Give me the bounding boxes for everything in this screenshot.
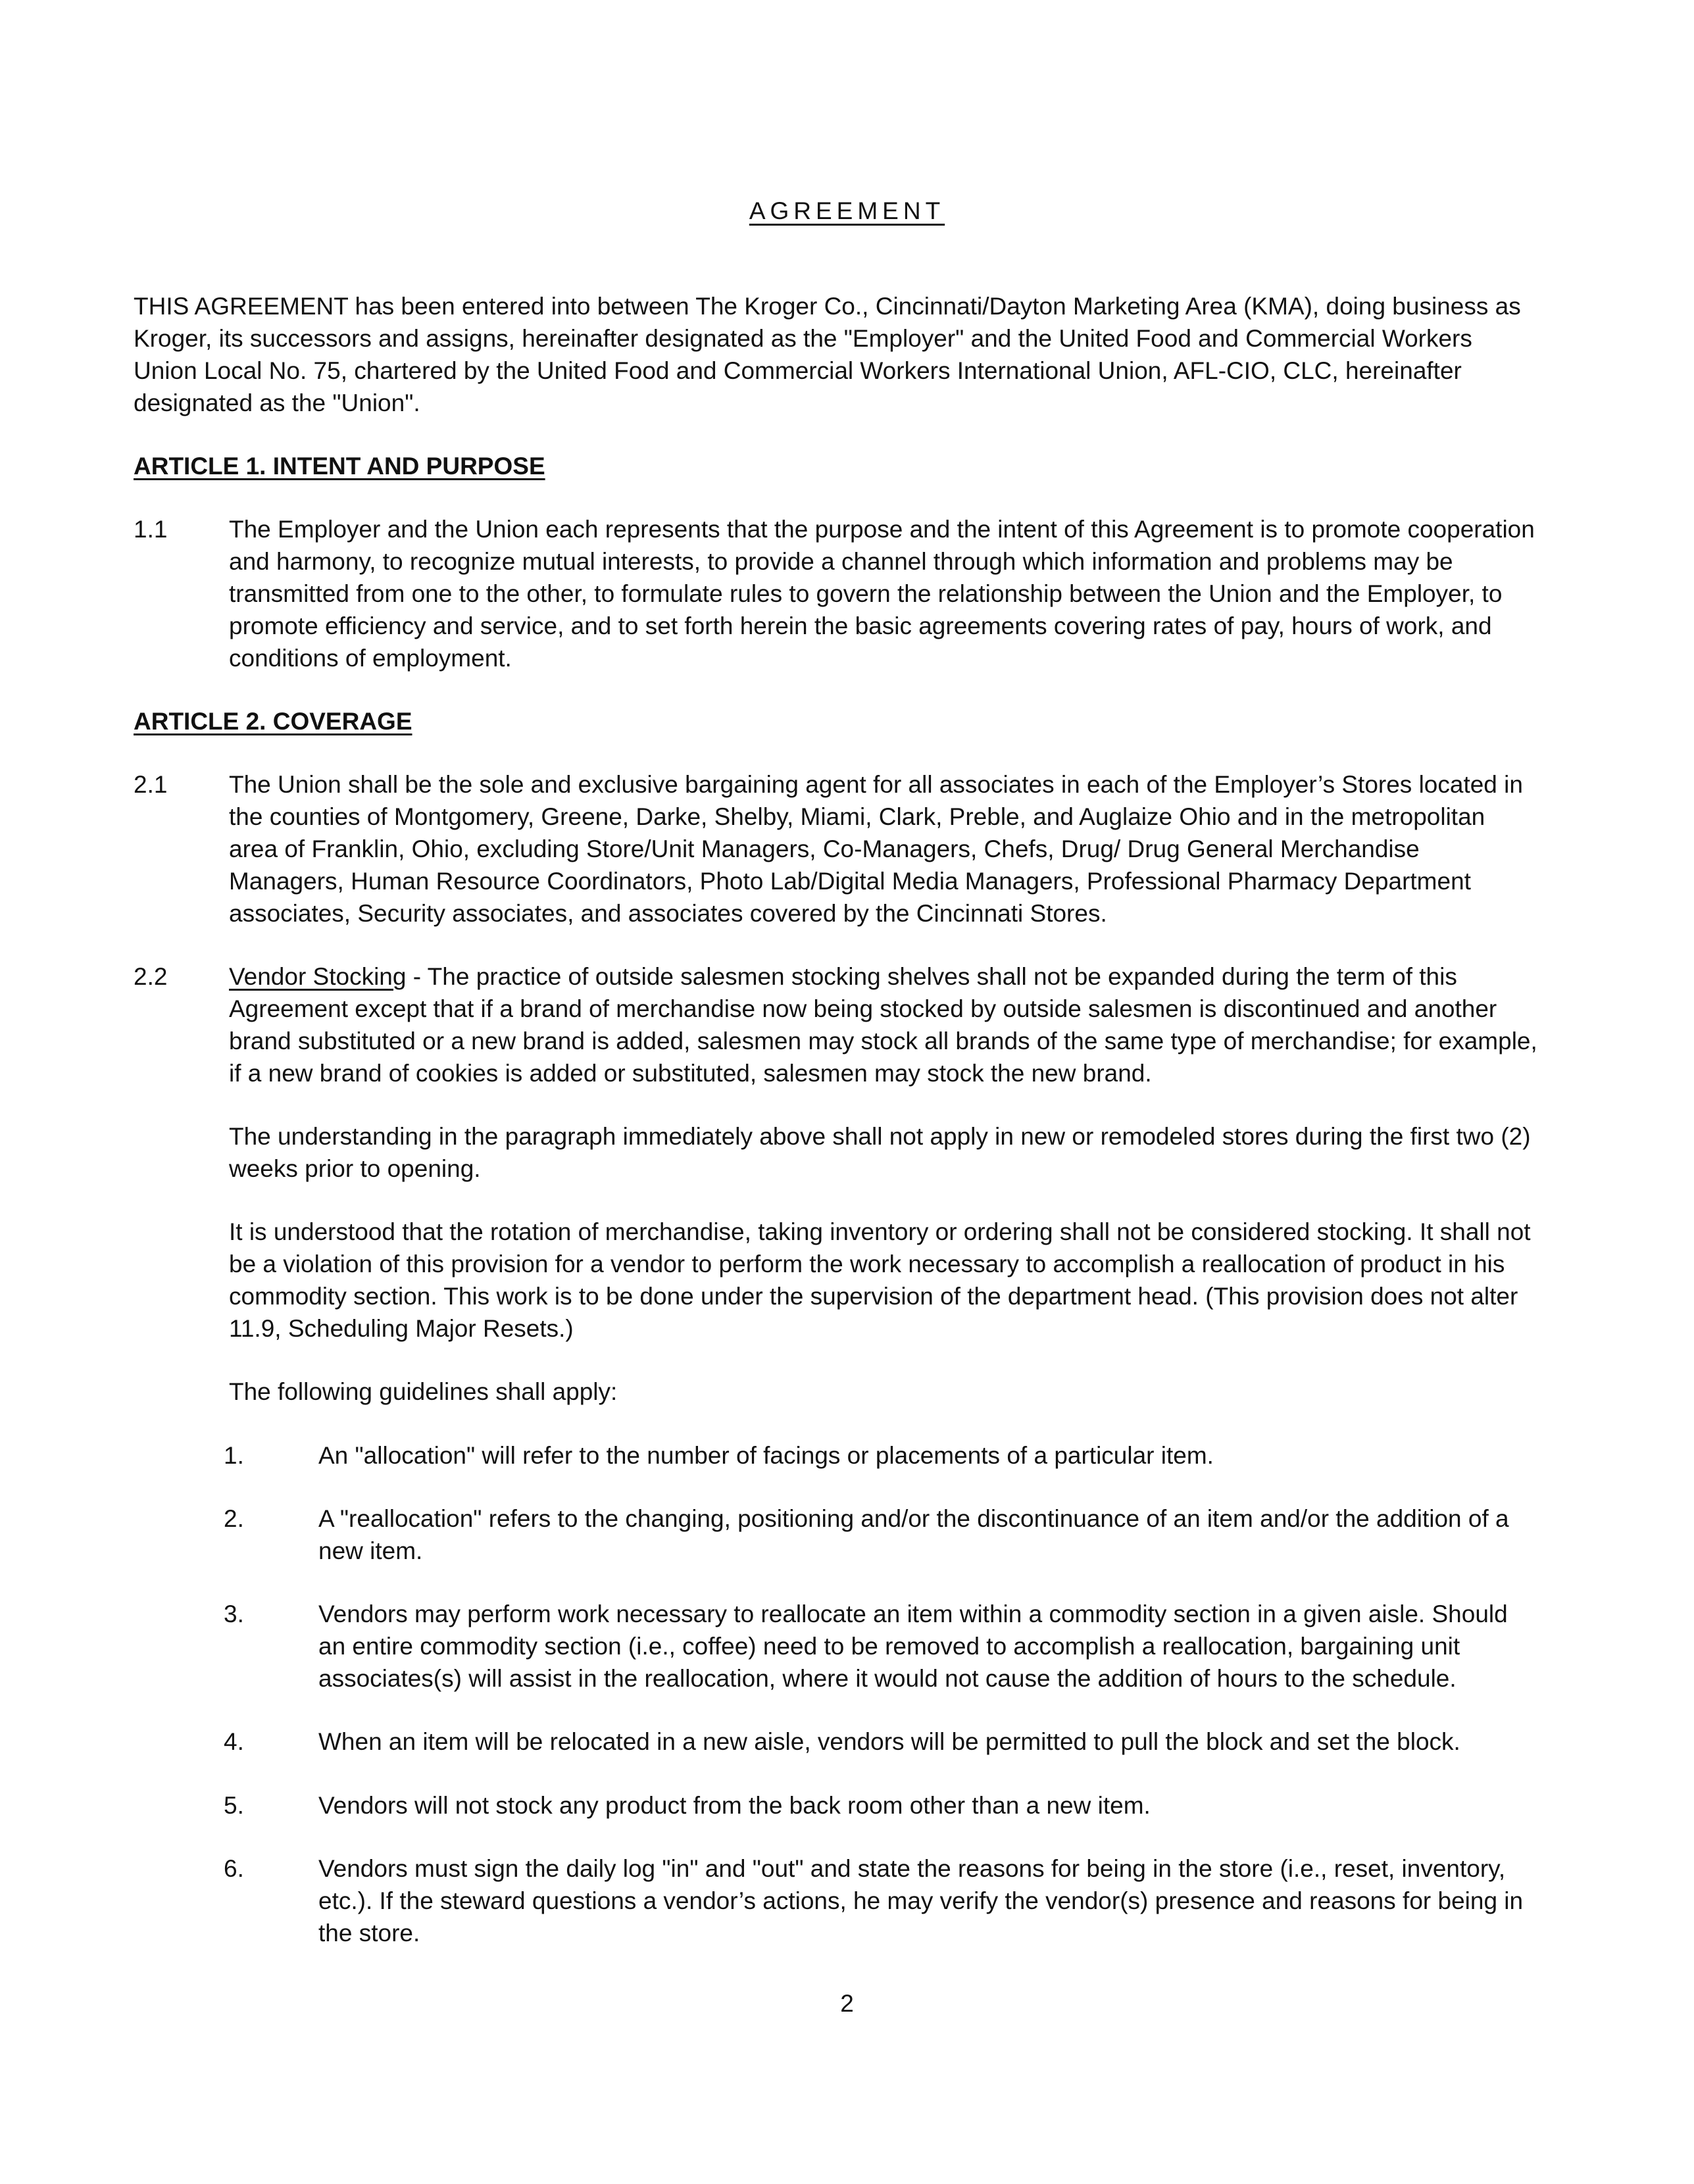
guideline-number: 1. <box>224 1442 244 1469</box>
guideline-item: When an item will be relocated in a new aisle, vendors will be permitted to pull the block and set the block. <box>318 1728 1460 1755</box>
section-number-2-1: 2.1 <box>134 771 168 798</box>
vendor-stocking-term: Vendor Stocking <box>229 963 407 990</box>
guideline-number: 3. <box>224 1601 244 1627</box>
document-title: AGREEMENT <box>749 197 945 224</box>
article-2-heading: ARTICLE 2. COVERAGE <box>134 708 412 735</box>
section-2-2-text <box>229 960 1538 1089</box>
section-number-2-2: 2.2 <box>134 963 168 990</box>
section-1-1-text: The Employer and the Union each represents that the purpose and the intent of this Agreement is to promote cooperation and harmony, to recognize mutual interests, to provide a channel through which information and problems may be transmitted from one to the other, to formulate rules to govern the relationship between the Union and the Employer, to promote efficiency and service, and to set forth herein the basic agreements covering rates of pay, hours of work, and conditions of employment. <box>229 516 1535 672</box>
section-number-1-1: 1.1 <box>134 516 168 543</box>
guideline-item: A "reallocation" refers to the changing, positioning and/or the discontinuance of an item and/or the addition of a new item. <box>318 1505 1509 1564</box>
guideline-item: Vendors must sign the daily log "in" and "out" and state the reasons for being in the store (i.e., reset, inventory, etc.). If the steward questions a vendor’s actions, he may verify the vendor(s) presence and reasons for being in the store. <box>318 1855 1524 1947</box>
guideline-number: 4. <box>224 1728 244 1755</box>
section-2-2-paragraph-2: The understanding in the paragraph immediately above shall not apply in new or remodeled stores during the first two (2) weeks prior to opening. <box>229 1123 1531 1182</box>
article-1-heading: ARTICLE 1. INTENT AND PURPOSE <box>134 453 545 480</box>
guidelines-intro: The following guidelines shall apply: <box>229 1378 618 1405</box>
section-2-2-paragraph-3: It is understood that the rotation of merchandise, taking inventory or ordering shall not be considered stocking. It shall not be a violation of this provision for a vendor to perform the work necessary to accomplish a reallocation of product in his commodity section. This work is to be done under the supervision of the department head. (This provision does not alter 11.9, Scheduling Major Resets.) <box>229 1218 1531 1342</box>
guideline-number: 2. <box>224 1505 244 1532</box>
section-2-2-body: - The practice of outside salesmen stocking shelves shall not be expanded during the term of this Agreement except that if a brand of merchandise now being stocked by outside salesmen is discontinued and another brand substituted or a new brand is added, salesmen may stock all brands of the same type of merchandise; for example, if a new brand of cookies is added or substituted, salesmen may stock the new brand. <box>229 963 1537 1087</box>
guideline-item: Vendors may perform work necessary to reallocate an item within a commodity section in a given aisle. Should an entire commodity section (i.e., coffee) need to be removed to accomplish a reallocation, bargaining unit associates(s) will assist in the reallocation, where it would not cause the addition of hours to the schedule. <box>318 1601 1508 1692</box>
guideline-item: An "allocation" will refer to the number of facings or placements of a particular item. <box>318 1442 1214 1469</box>
section-2-1-text: The Union shall be the sole and exclusive bargaining agent for all associates in each of the Employer’s Stores located in the counties of Montgomery, Greene, Darke, Shelby, Miami, Clark, Preble, and Auglaize Ohio and in the metropolitan area of Franklin, Ohio, excluding Store/Unit Managers, Co-Managers, Chefs, Drug/ Drug General Merchandise Managers, Human Resource Coordinators, Photo Lab/Digital Media Managers, Professional Pharmacy Department associates, Security associates, and associates covered by the Cincinnati Stores. <box>229 771 1523 927</box>
guideline-number: 6. <box>224 1855 244 1882</box>
guideline-number: 5. <box>224 1792 244 1819</box>
guideline-item: Vendors will not stock any product from the back room other than a new item. <box>318 1792 1151 1819</box>
page-number: 2 <box>840 1990 854 2017</box>
intro-paragraph: THIS AGREEMENT has been entered into between The Kroger Co., Cincinnati/Dayton Marketing Area (KMA), doing business as Kroger, its successors and assigns, hereinafter designated as the "Employer" and the United Food and Commercial Workers Union Local No. 75, chartered by the United Food and Commercial Workers International Union, AFL-CIO, CLC, hereinafter designated as the "Union". <box>134 293 1521 416</box>
